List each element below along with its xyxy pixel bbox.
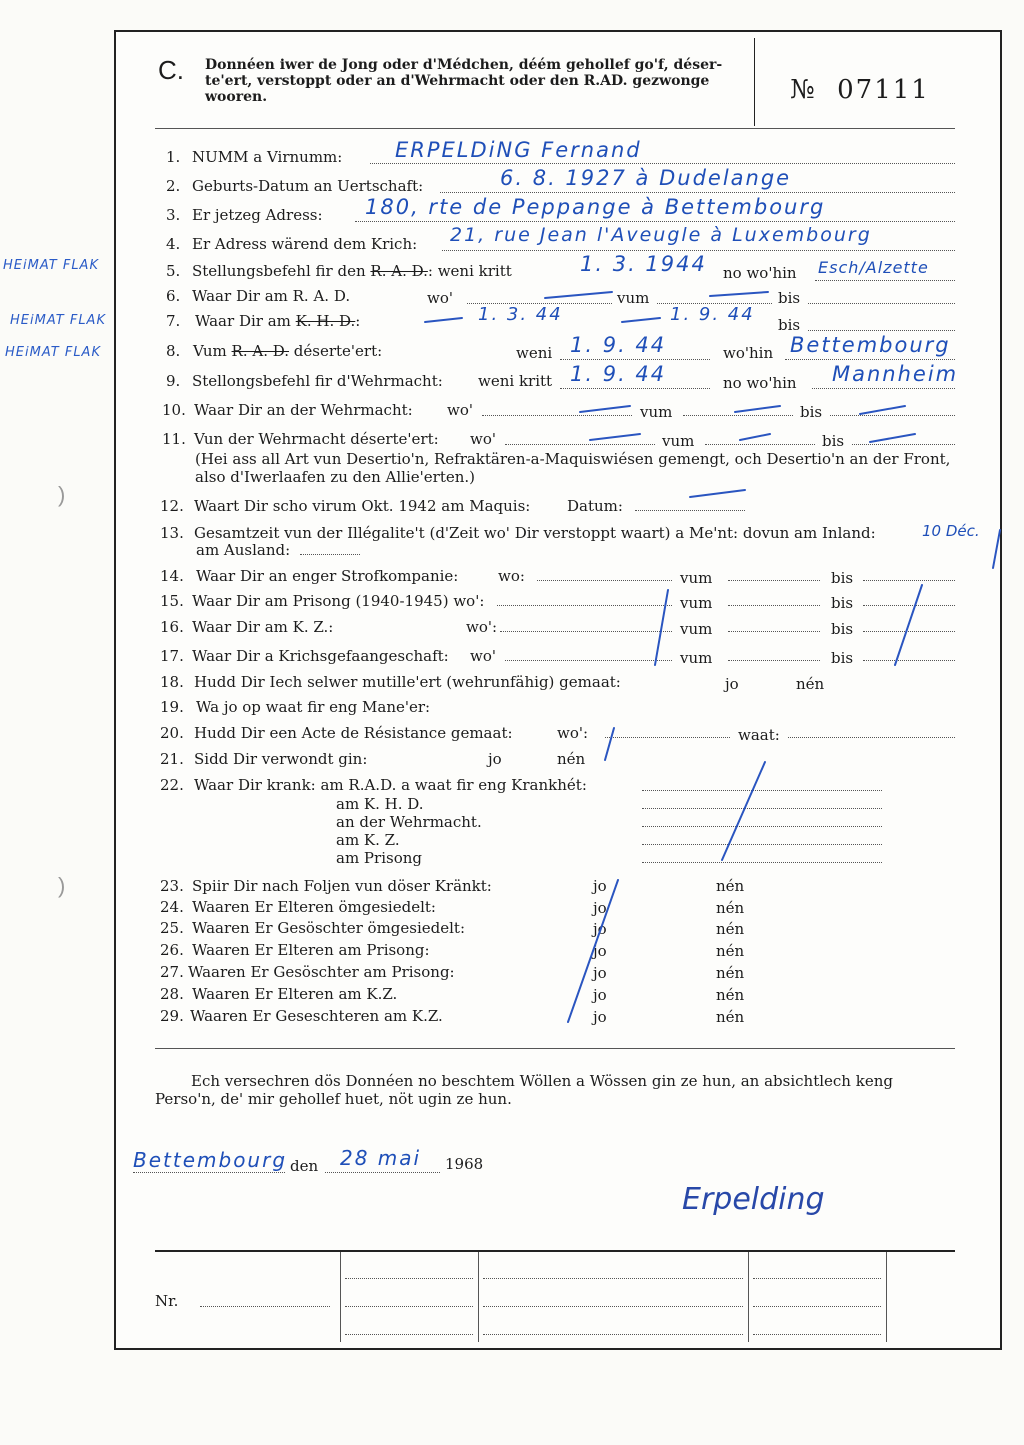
row-label: NUMM a Virnumm: (192, 148, 343, 166)
row-number: 14. (160, 567, 184, 585)
row-number: 7. (166, 312, 181, 330)
section-letter: C. (158, 55, 184, 85)
bis-label: bis (831, 569, 854, 587)
bis-label: bis (831, 594, 854, 612)
weni-label: weni (516, 344, 553, 362)
handwritten-war-address: 21, rue Jean l'Aveugle à Luxembourg (450, 224, 872, 246)
row-label: Geburts-Datum an Uertschaft: (192, 177, 424, 195)
row-number: 28. (160, 985, 184, 1003)
row-label: Sidd Dir verwondt gin: (194, 750, 368, 768)
sub-label: an der Wehrmacht. (336, 813, 482, 831)
vum-label: vum (640, 403, 673, 421)
stroke-dash (545, 292, 612, 298)
nen-option[interactable]: nén (716, 986, 745, 1004)
row-number: 3. (166, 206, 181, 224)
nen-option[interactable]: nén (716, 877, 745, 895)
row-number: 12. (160, 497, 184, 515)
wo-label: wo': (466, 618, 498, 636)
stroke-dash (870, 434, 915, 442)
stroke-slash (605, 728, 614, 760)
row-label: Waart Dir scho virum Okt. 1942 am Maquis: (194, 497, 531, 515)
wohin-label: no wo'hin (723, 374, 797, 392)
vum-label: vum (680, 620, 713, 638)
row-number: 23. (160, 877, 184, 895)
row-label: Waaren Er Elteren am Prisong: (192, 941, 430, 959)
handwritten-place: Bettembourg (790, 333, 951, 357)
row-label: Waar Dir an enger Strofkompanie: (196, 567, 459, 585)
stroke-dash (590, 434, 640, 440)
side-note-8: HEiMAT FLAK (5, 345, 101, 360)
row-number: 6. (166, 287, 181, 305)
nen-option[interactable]: nén (716, 899, 745, 917)
stroke-dash (860, 406, 905, 414)
number-value: 07111 (837, 75, 930, 105)
number-symbol: № (790, 75, 817, 105)
handwritten-date: 1. 3. 1944 (580, 252, 707, 276)
jo-option[interactable]: jo (488, 750, 502, 768)
nen-option[interactable]: nén (716, 920, 745, 938)
row-label: Waar Dir an der Wehrmacht: (194, 401, 413, 419)
vum-label: vum (680, 569, 713, 587)
punch-hole-mark: ) (58, 873, 66, 898)
side-note-5: HEiMAT FLAK (3, 258, 99, 273)
row-number: 21. (160, 750, 184, 768)
row-label: Waaren Er Gesöschter ömgesiedelt: (192, 919, 466, 937)
jo-option[interactable]: jo (593, 899, 607, 917)
jo-option[interactable]: jo (593, 1008, 607, 1026)
row-number: 24. (160, 898, 184, 916)
weni-label: weni kritt (478, 372, 553, 390)
bis-label: bis (831, 620, 854, 638)
wo-label: wo: (498, 567, 525, 585)
stroke-dash (580, 406, 630, 412)
form-title: Donnéen iwer de Jong oder d'Médchen, déém gehollef go'f, déser-te'ert, verstoppt oder an d'Wehrmacht oder den R.AD. gezwonge wooren. (205, 57, 723, 105)
handwritten-to: 1. 9. 44 (670, 304, 755, 325)
vum-label: vum (617, 289, 650, 307)
wohin-label: wo'hin (723, 344, 774, 362)
jo-option[interactable]: jo (593, 877, 607, 895)
handwritten-place: Bettembourg (133, 1148, 288, 1172)
row-number: 29. (160, 1007, 184, 1025)
bis-label: bis (831, 649, 854, 667)
punch-hole-mark: ) (58, 482, 66, 507)
row-label: Waar Dir am Prisong (1940-1945) wo': (192, 592, 485, 610)
row-number: 9. (166, 372, 181, 390)
row-label: Spiir Dir nach Foljen vun döser Kränkt: (192, 877, 492, 895)
handwritten-birth: 6. 8. 1927 à Dudelange (500, 166, 792, 190)
wo-label: wo' (470, 430, 496, 448)
jo-option[interactable]: jo (593, 986, 607, 1004)
stroke-slash (993, 530, 1000, 568)
row-number: 19. (160, 698, 184, 716)
vum-label: vum (680, 594, 713, 612)
row-label: Waaren Er Gesöschter am Prisong: (188, 963, 455, 981)
row-label: Waar Dir a Krichsgefaangeschaft: (192, 647, 449, 665)
handwritten-duration: 10 Déc. (922, 522, 980, 540)
stroke-slash (895, 585, 922, 665)
datum-label: Datum: (567, 497, 623, 515)
row-number: 17. (160, 647, 184, 665)
bis-label: bis (800, 403, 823, 421)
row-number: 16. (160, 618, 184, 636)
sub-label: am K. H. D. (336, 795, 424, 813)
jo-option[interactable]: jo (593, 964, 607, 982)
side-note-7: HEiMAT FLAK (10, 313, 106, 328)
row-label: Er Adress wärend dem Krich: (192, 235, 418, 253)
row-label: Waaren Er Geseschteren am K.Z. (190, 1007, 443, 1025)
stroke-dash (710, 292, 768, 296)
vum-label: vum (662, 432, 695, 450)
row-label: Waar Dir krank: am R.A.D. a waat fir eng Krankhét: (194, 776, 587, 794)
row-number: 22. (160, 776, 184, 794)
waat-label: waat: (738, 726, 780, 744)
row-label: Waaren Er Elteren am K.Z. (192, 985, 398, 1003)
sub-label: am K. Z. (336, 831, 400, 849)
nr-label: Nr. (155, 1292, 179, 1310)
row-label: Gesamtzeit vun der Illégalite't (d'Zeit wo' Dir verstoppt waart) a Me'nt: dovun am Inland: (194, 524, 876, 542)
row-label: Er jetzeg Adress: (192, 206, 323, 224)
bis-label: bis (778, 289, 801, 307)
row-label: Waar Dir am R. A. D. (192, 287, 351, 305)
row-label: Vum R. A. D. déserte'ert: (193, 342, 383, 360)
row-number: 25. (160, 919, 184, 937)
handwritten-place: Mannheim (832, 362, 959, 386)
row-number: 15. (160, 592, 184, 610)
jo-option[interactable]: jo (593, 920, 607, 938)
signature: Erpelding (682, 1182, 825, 1217)
bis-label: bis (778, 316, 801, 334)
row-label: no wo'hin (723, 264, 797, 282)
row-number: 13. (160, 524, 184, 542)
row-number: 1. (166, 148, 181, 166)
vum-label: vum (680, 649, 713, 667)
declaration-text: Ech versechren dös Donnéen no beschtem Wöllen a Wössen gin ze hun, an absichtlech keng Perso'n, de' mir gehollef huet, nöt ugin ze hun. (155, 1072, 893, 1108)
stroke-strike (425, 318, 462, 322)
year-label: 1968 (445, 1155, 484, 1173)
handwritten-from: 1. 3. 44 (478, 304, 563, 325)
row-label: Stellungsbefehl fir den R. A. D.: weni kritt (192, 262, 512, 280)
row-number: 11. (162, 430, 186, 448)
row-number: 4. (166, 235, 181, 253)
handwritten-date: 1. 9. 44 (570, 333, 667, 357)
wo-label: wo' (427, 289, 453, 307)
jo-option[interactable]: jo (593, 942, 607, 960)
row-label: am Ausland: (196, 541, 291, 559)
handwritten-name: ERPELDiNG Fernand (395, 138, 642, 162)
den-label: den (290, 1157, 319, 1175)
handwritten-place: Esch/Alzette (818, 258, 929, 277)
stroke-slash (655, 590, 668, 665)
row-number: 26. (160, 941, 184, 959)
jo-option[interactable]: jo (725, 675, 739, 693)
wo-label: wo' (470, 647, 496, 665)
row-number: 27. (160, 963, 184, 981)
wo-label: wo': (557, 724, 589, 742)
row-label: Waar Dir am K. Z.: (192, 618, 334, 636)
row-number: 2. (166, 177, 181, 195)
row-label: Hudd Dir Iech selwer mutille'ert (wehrunfähig) gemaat: (194, 673, 621, 691)
row-label: Hudd Dir een Acte de Résistance gemaat: (194, 724, 513, 742)
handwritten-date: 28 mai (340, 1146, 422, 1170)
nen-option[interactable]: nén (796, 675, 825, 693)
row-note: (Hei ass all Art vun Desertio'n, Refraktären-a-Maquiswiésen gemengt, och Desertio'n an der Front, also d'Iwerlaafen zu den Allie'erten.) (195, 450, 951, 486)
stroke-slash (690, 490, 745, 497)
row-number: 20. (160, 724, 184, 742)
wo-label: wo' (447, 401, 473, 419)
row-label: Waar Dir am K. H. D.: (195, 312, 361, 330)
bis-label: bis (822, 432, 845, 450)
row-number: 5. (166, 262, 181, 280)
nen-option[interactable]: nén (557, 750, 586, 768)
nen-option[interactable]: nén (716, 1008, 745, 1026)
row-label: Waaren Er Elteren ömgesiedelt: (192, 898, 436, 916)
stroke-slash (568, 880, 618, 1022)
nen-option[interactable]: nén (716, 942, 745, 960)
handwritten-address: 180, rte de Peppange à Bettembourg (365, 195, 826, 219)
row-number: 18. (160, 673, 184, 691)
stroke-strike (622, 318, 660, 322)
row-number: 8. (166, 342, 181, 360)
stroke-slash (722, 762, 765, 860)
handwritten-date: 1. 9. 44 (570, 362, 667, 386)
stroke-dash (740, 434, 770, 440)
nen-option[interactable]: nén (716, 964, 745, 982)
row-label: Stellongsbefehl fir d'Wehrmacht: (192, 372, 443, 390)
sub-label: am Prisong (336, 849, 422, 867)
stroke-dash (735, 406, 780, 412)
row-label: Wa jo op waat fir eng Mane'er: (196, 698, 431, 716)
row-label: Vun der Wehrmacht déserte'ert: (194, 430, 439, 448)
row-number: 10. (162, 401, 186, 419)
